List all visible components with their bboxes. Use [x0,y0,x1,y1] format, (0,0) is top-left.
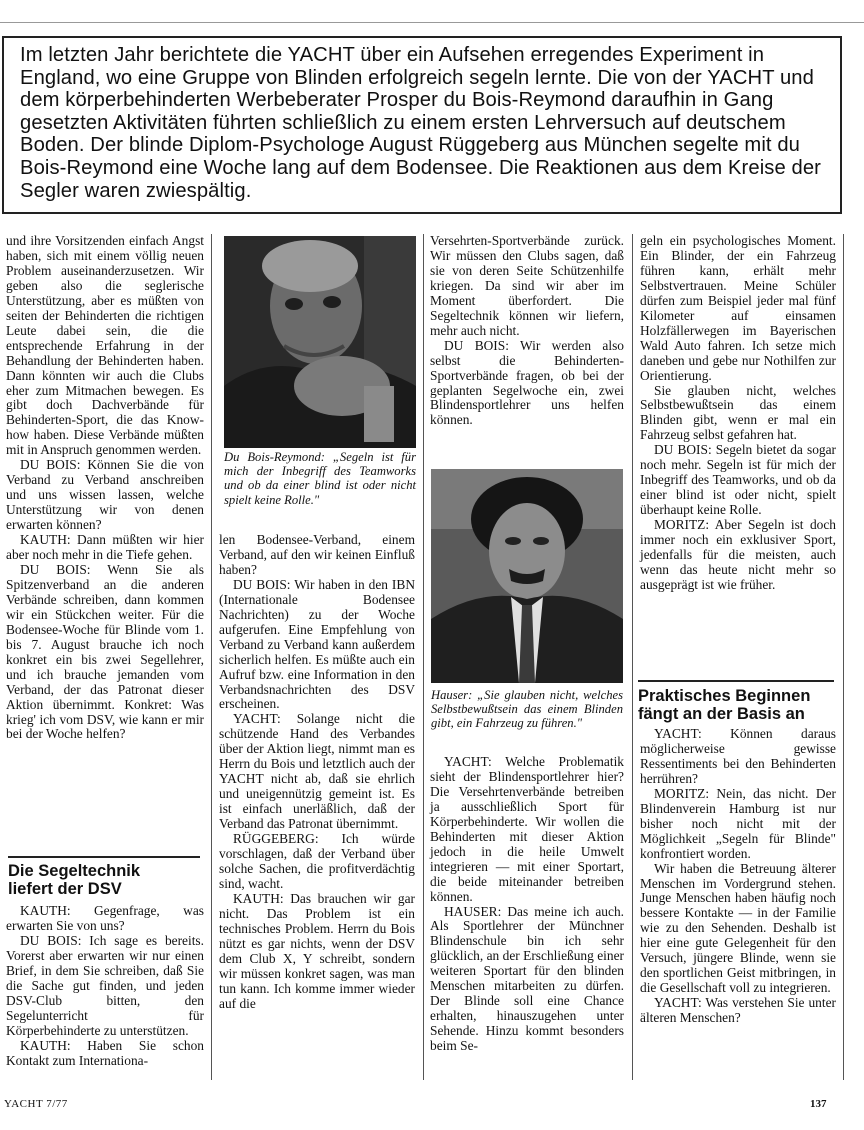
column-1-bottom [6,904,204,1068]
paragraph: YACHT: Solange nicht die schützende Hand des Verbandes über der Aktion liegt, nimmt man es Herrn du Bois und letztlich auch der YACHT nicht ab, daß sie ehrlich und uneigennützig gemeint ist. Es ist einfach unerläßlich, daß der Verband das Patronat übernimmt. [219,711,415,832]
paragraph: Sie glauben nicht, welches Selbstbewußtsein das einem Blinden gibt, wenn er mal ein Fahrzeug selbst gefahren hat. [640,382,836,443]
paragraph: MORITZ: Nein, das nicht. Der Blindenverein Hamburg ist nur bisher noch nicht mit der Möglichkeit „Segeln für Blinde" konfrontiert worden. [640,785,836,861]
paragraph: KAUTH: Das brauchen wir gar nicht. Das Problem ist ein technisches Problem. Herrn du Bois nützt es gar nichts, wenn der DSV dem Club X, Y schreibt, sondern wir müssen konkret sagen, was man tun kann. Ich komme immer wieder auf die [219,890,415,1011]
column-divider [632,234,633,1080]
paragraph: YACHT: Was verstehen Sie unter älteren Menschen? [640,995,836,1026]
paragraph: DU BOIS: Können Sie die von Verband zu Verband anschreiben und uns wissen lassen, welche Unterstützung wir von denen erwarten können? [6,457,204,533]
column-4-bottom [640,727,836,1026]
paragraph: KAUTH: Gegenfrage, was erwarten Sie von uns? [6,903,204,933]
paragraph: DU BOIS: Wenn Sie als Spitzenverband an die anderen Verbände schreiben, dann kommen wir ein Stückchen weiter. Für die Bodensee-Woche für Blinde vom 1. bis 7. August brauche ich noch konkret ein bis zwei Segellehrer, und ich brauche jemanden vom Verband, der das Patronat dieser Aktion übernimmt. Konkret: Was krieg' ich vom DSV, wie kann er mir bei der Woche helfen? [6,561,204,742]
photo-hauser [431,469,623,683]
paragraph: Versehrten-Sportverbände zurück. Wir müssen den Clubs sagen, daß sie von deren Seite Schützenhilfe kriegen. Da sind wir aber im Moment überfordert. Die Segeltechnik können wir liefern, mehr auch nicht. [430,233,624,338]
photo-caption-1: Du Bois-Reymond: „Segeln ist für mich der Inbegriff des Teamworks und ob da einer blind ist oder nicht spielt keine Rolle." [224,450,416,507]
photo-caption-2: Hauser: „Sie glauben nicht, welches Selbstbewußtsein das einem Blinden gibt, ein Fahrzeug zu führen." [431,688,623,731]
column-1 [6,234,204,742]
column-2 [219,533,415,1012]
paragraph: MORITZ: Aber Segeln ist doch immer noch ein exklusiver Sport, jedenfalls für die meisten, auch wenn das heute nicht mehr so ausgeprägt ist wie früher. [640,517,836,592]
column-3 [430,234,624,428]
subhead-line: Praktisches Beginnen [638,687,811,705]
paragraph: DU BOIS: Segeln bietet da sogar noch mehr. Segeln ist für mich der Inbegriff des Teamworks, und ob da einer blind ist oder nicht, spielt überhaupt keine Rolle. [640,442,836,518]
paragraph: DU BOIS: Wir haben in den IBN (Internationale Bodensee Nachrichten) zu der Woche aufgerufen. Eine Empfehlung von Verband zu Verband kann außerdem sicherlich helfen. Es müßte auch ein Aufruf bzw. eine Information in den Verbandsnachrichten des DSV erscheinen. [219,576,415,712]
paragraph: KAUTH: Dann müßten wir hier aber noch mehr in die Tiefe gehen. [6,532,204,563]
paragraph: len Bodensee-Verband, einem Verband, auf den wir keinen Einfluß haben? [219,532,415,577]
paragraph: DU BOIS: Ich sage es bereits. Vorerst aber erwarten wir nur einen Brief, in dem Sie schreiben, daß Sie die Sache gut finden, und jeden DSV-Club bitten, den Segelunterricht für Körperbehinderte zu unterstützen. [6,932,204,1038]
subhead-rule [638,680,834,682]
subhead-line: Die Segeltechnik [8,862,141,880]
paragraph: DU BOIS: Wir werden also selbst die Behinderten-Sportverbände fragen, ob bei der geplanten Segelwoche ein, zwei Blindensportlehrer uns helfen können. [430,337,624,428]
portrait-image [224,236,416,448]
paragraph: HAUSER: Das meine ich auch. Als Sportlehrer der Münchner Blindenschule bin ich sehr glücklich, an der Erschließung einer weiteren Sportart für den blinden Menschen mitarbeiten zu dürfen. Der Blinde soll eine Chance erhalten, hinauszugehen unter Sehende. Hinzu kommt besonders beim Se- [430,903,624,1054]
column-divider [423,234,424,1080]
portrait-image [431,469,623,683]
page-number: 137 [810,1098,827,1110]
paragraph: YACHT: Können daraus möglicherweise gewisse Ressentiments bei den Behinderten herrühren? [640,726,836,786]
paragraph: YACHT: Welche Problematik sieht der Blindensportlehrer hier? Die Versehrtenverbände betreiben ja ausschließlich Sport für Körperbehinderte. Wir wollen die Behinderten mit dieser Aktion jedoch in die heile Umwelt integrieren — mit einer Sportart, die beide miteinander betreiben können. [430,754,624,904]
subhead-rule [8,856,200,858]
footer-issue: YACHT 7/77 [4,1098,68,1110]
subhead-line: liefert der DSV [8,880,122,898]
intro-text: Im letzten Jahr berichtete die YACHT über ein Aufsehen erregendes Experiment in England, wo eine Gruppe von Blinden erfolgreich segeln lernte. Die von der YACHT und dem körperbehinderten Werbeberater Prosper du Bois-Reymond daraufhin in Gang gesetzten Aktivitäten führten schließlich zu einem ersten Lehrversuch auf deutschem Boden. Der blinde Diplom-Psychologe August Rüggeberg aus München segelte mit du Bois-Reymond eine Woche lang auf dem Bodensee. Die Reaktionen aus dem Kreise der Segler waren zwiespältig. [20,44,821,202]
photo-du-bois-reymond [224,236,416,448]
paragraph: und ihre Vorsitzenden einfach Angst haben, sich mit einem völlig neuen Problem auseinanderzusetzen. Wir geben also die seglerische Unterstützung, aber es müßten von seiten der Behinderten die richtigen Leute dabei sein, die die entsprechende Erfahrung in der Behandlung der Behinderten haben. Dann könnten wir auch die Clubs eher zum Mitmachen bewegen. Es gibt doch Dachverbände für Behinderten-Sport, die das Know-how haben. Diese Verbände müßten mit in Anspruch genommen werden. [6,233,204,458]
column-3-bottom [430,755,624,1054]
paragraph: geln ein psychologisches Moment. Ein Blinder, der ein Fahrzeug führen kann, erhält mehr Selbstvertrauen. Meine Schüler dürfen zum Beispiel jeder mal fünf Kilometer auf einsamen Holzfällerwegen im Bayerischen Wald Auto fahren. Ich setze mich daneben und gebe nur Nothilfen zur Orientierung. [640,233,836,383]
paragraph: KAUTH: Haben Sie schon Kontakt zum Internationa- [6,1037,204,1068]
intro-box [2,36,842,214]
paragraph: Wir haben die Betreuung älterer Menschen im Vordergrund stehen. Junge Menschen haben häufig noch bessere Kontakte — in der Familie wie zu den Sehenden. Deshalb ist hier eine gute Gelegenheit für den Versuch, jüngere Blinde, wenn sie den sportlichen Geist mitbringen, in die Gesellschaft voll zu integrieren. [640,860,836,996]
subhead-line: fängt an der Basis an [638,705,805,723]
top-rule [0,22,864,23]
subhead-segeltechnik [8,862,140,898]
subhead-praktisches-beginnen [638,687,810,723]
right-border [843,234,844,1080]
column-4 [640,234,836,593]
paragraph: RÜGGEBERG: Ich würde vorschlagen, daß der Verband über solche Sachen, die profitverdächtig sind, wacht. [219,831,415,891]
column-divider [211,234,212,1080]
